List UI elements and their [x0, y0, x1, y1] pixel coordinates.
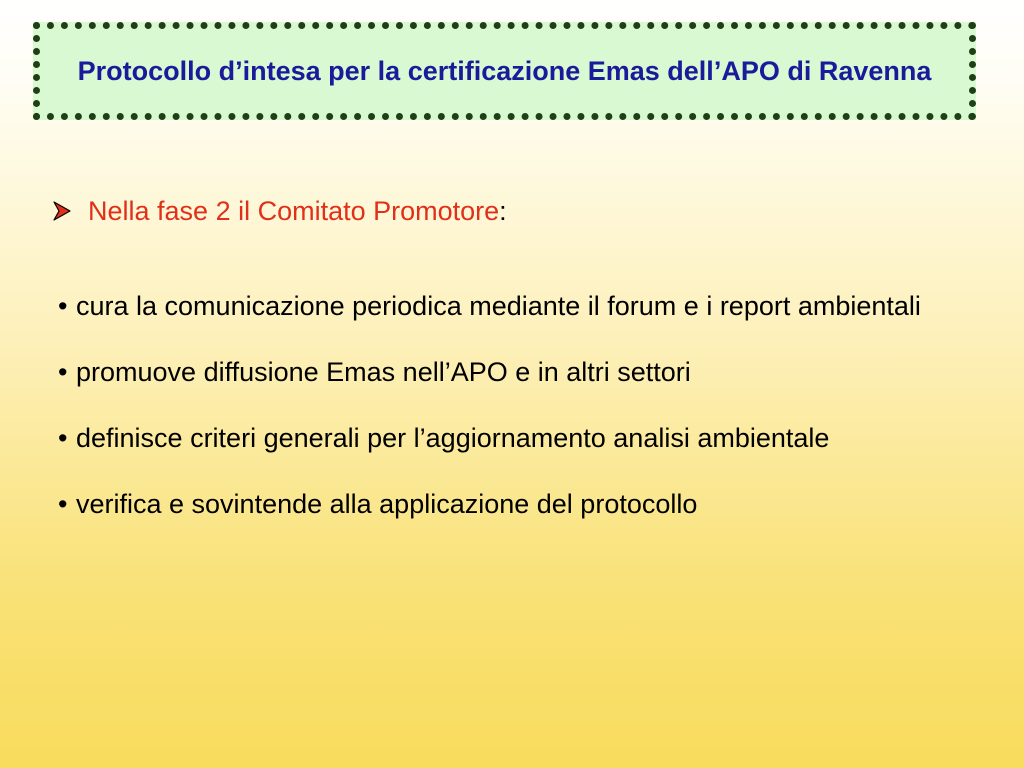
- list-item: [58, 414, 962, 462]
- list-item-text: promuove diffusione Emas nell’APO e in altri settori: [76, 357, 691, 387]
- list-item-text: definisce criteri generali per l’aggiornamento analisi ambientale: [76, 423, 830, 453]
- arrow-bullet-icon: [52, 200, 72, 222]
- bullet-dot: •: [58, 357, 68, 387]
- list-item: [58, 348, 962, 396]
- list-item: [58, 282, 962, 330]
- list-item: [58, 480, 962, 528]
- bullet-dot: •: [58, 291, 68, 321]
- list-item-text: verifica e sovintende alla applicazione del protocollo: [76, 489, 698, 519]
- subheading-text: Nella fase 2 il Comitato Promotore: [88, 196, 500, 226]
- title-box: [33, 22, 976, 120]
- bullet-list: [58, 282, 962, 546]
- subheading-colon: :: [499, 196, 507, 226]
- bullet-dot: •: [58, 489, 68, 519]
- bullet-dot: •: [58, 423, 68, 453]
- subheading: [52, 193, 507, 229]
- list-item-text: cura la comunicazione periodica mediante il forum e i report ambientali: [76, 291, 921, 321]
- slide-title: Protocollo d’intesa per la certificazione Emas dell’APO di Ravenna: [77, 56, 932, 86]
